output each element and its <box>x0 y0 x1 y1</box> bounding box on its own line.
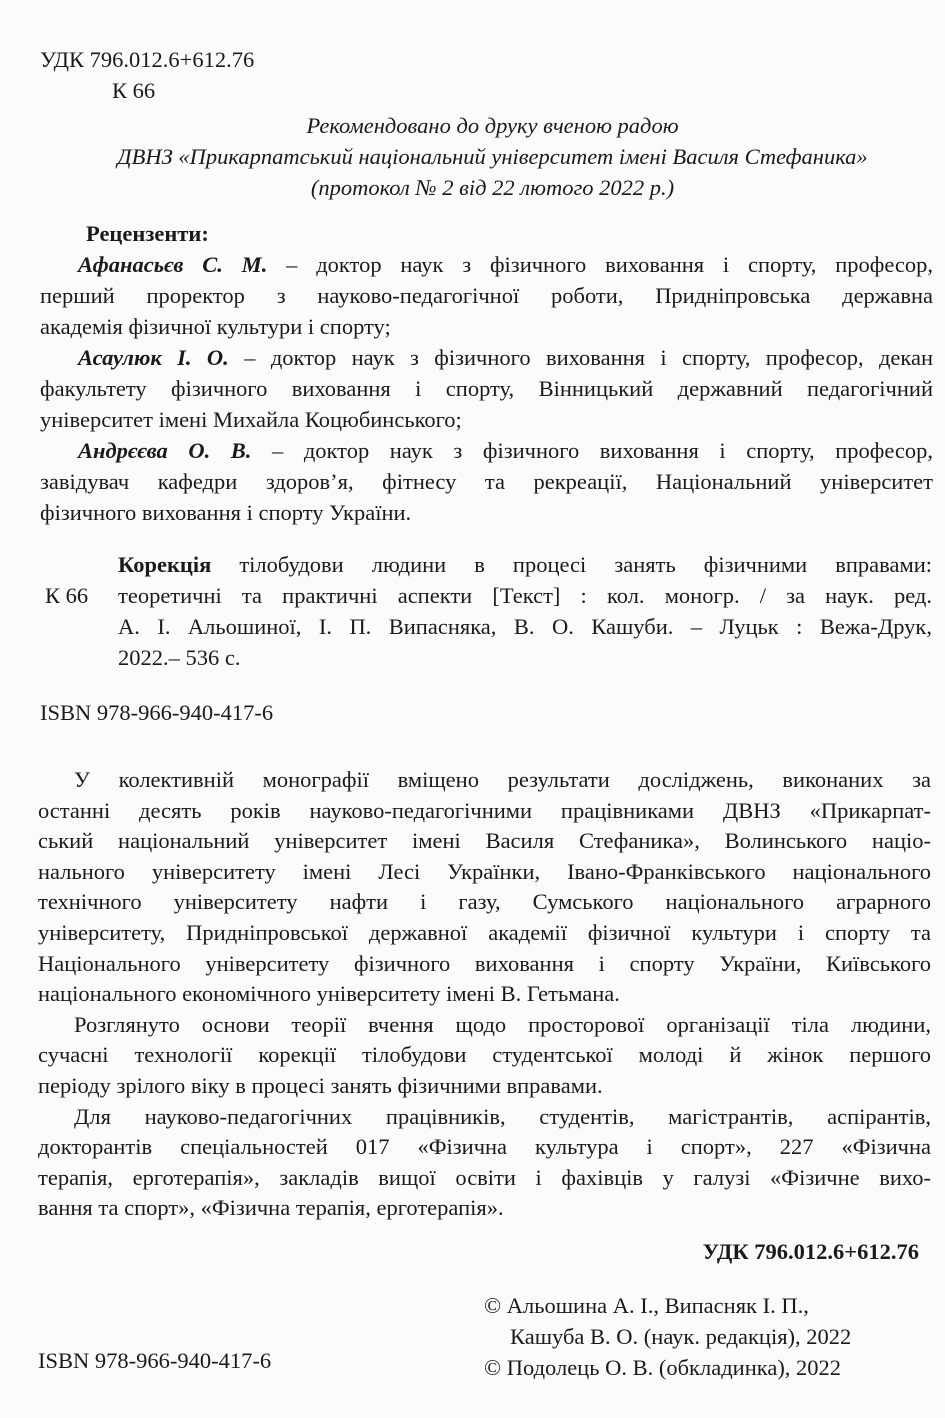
isbn-bottom: ISBN 978-966-940-417-6 <box>38 1348 272 1373</box>
reviewer-line: фізичного виховання і спорту України. <box>40 500 412 525</box>
abstract-paragraph-1 <box>38 765 931 1010</box>
isbn-top: ISBN 978-966-940-417-6 <box>40 700 274 725</box>
abstract-line: Для науково-педагогічних працівників, студентів, магістрантів, аспірантів, <box>74 1103 931 1129</box>
reviewers-heading: Рецензенти: <box>86 221 209 246</box>
abstract-line: сучасні технології корекції тілобудови студентської молоді й жінок першого <box>38 1042 931 1068</box>
reviewer-line: академія фізичної культури і спорту; <box>40 314 391 339</box>
reviewer-name: Андрєєва О. В. <box>78 438 252 463</box>
abstract-line: терапія, ерготерапія», закладів вищої освіти і фахівців у галузі «Фізичне вихо- <box>38 1164 931 1190</box>
reviewer-entry <box>40 342 933 435</box>
recommendation-line-1: Рекомендовано до друку вченою радою <box>306 113 679 138</box>
copyright-line: Кашуба В. О. (наук. редакція), 2022 <box>510 1324 852 1349</box>
bibliography-record <box>118 549 932 673</box>
bibliography-line: теоретичні та практичні аспекти [Текст] : кол. моногр. / за наук. ред. <box>118 583 932 608</box>
reviewer-line <box>40 342 933 373</box>
reviewer-text: – доктор наук з фізичного виховання і спорту, професор, <box>267 252 933 277</box>
abstract-line: Національного університету фізичного виховання і спорту України, Київського <box>38 950 931 976</box>
library-code-header: К 66 <box>112 78 156 103</box>
reviewer-text: – доктор наук з фізичного виховання і спорту, професор, <box>251 438 933 463</box>
abstract-paragraph-2 <box>38 1010 931 1102</box>
bibliography-text: тілобудови людини в процесі занять фізичними вправами: <box>211 552 932 577</box>
abstract-line: ський національний університет імені Василя Стефаника», Волинського націо- <box>38 828 931 854</box>
reviewer-line: факультету фізичного виховання і спорту, Вінницький державний педагогічний <box>40 376 933 401</box>
bibliography-code: К 66 <box>45 583 89 608</box>
reviewer-text: – доктор наук з фізичного виховання і спорту, професор, декан <box>228 345 933 370</box>
reviewers-block <box>40 218 933 528</box>
reviewer-line: університет імені Михайла Коцюбинського; <box>40 407 462 432</box>
reviewer-line <box>40 435 933 466</box>
reviewer-line: перший проректор з науково-педагогічної роботи, Придніпровська державна <box>40 283 933 308</box>
reviewer-entry <box>40 249 933 342</box>
abstract-line: нального університету імені Лесі Українки, Івано-Франківського національного <box>38 858 931 884</box>
recommendation-block <box>40 110 945 203</box>
abstract-line: періоду зрілого віку в процесі занять фізичними вправами. <box>38 1072 603 1098</box>
recommendation-line-2: ДВНЗ «Прикарпатський національний університет імені Василя Стефаника» <box>117 144 868 169</box>
reviewer-line <box>40 249 933 280</box>
reviewer-name: Афанасьєв С. М. <box>78 252 268 277</box>
bibliography-line: А. І. Альошиної, І. П. Випасняка, В. О. Кашуби. – Луцьк : Вежа-Друк, <box>118 614 932 639</box>
abstract-block <box>38 765 931 1224</box>
abstract-line: технічного університету нафти і газу, Сумського національного аграрного <box>38 889 931 915</box>
udk-header: УДК 796.012.6+612.76 <box>40 47 255 72</box>
reviewer-name: Асаулюк І. О. <box>78 345 229 370</box>
bibliography-line: 2022.– 536 с. <box>118 645 241 670</box>
recommendation-line-3: (протокол № 2 від 22 лютого 2022 р.) <box>310 175 675 200</box>
reviewer-line: завідувач кафедри здоров’я, фітнесу та рекреації, Національний університет <box>40 469 933 494</box>
bibliography-line <box>118 549 932 580</box>
abstract-line: Розглянуто основи теорії вчення щодо просторової організації тіла людини, <box>74 1011 931 1037</box>
bibliography-title: Корекція <box>118 552 212 577</box>
abstract-paragraph-3 <box>38 1102 931 1224</box>
abstract-line: докторантів спеціальностей 017 «Фізична культура і спорт», 227 «Фізична <box>38 1134 931 1160</box>
abstract-line: університету, Придніпровської державної академії фізичної культури і спорту та <box>38 919 931 945</box>
abstract-line: національного економічного університету імені В. Гетьмана. <box>38 981 620 1007</box>
udk-footer: УДК 796.012.6+612.76 <box>702 1239 919 1264</box>
copyright-line: © Подолець О. В. (обкладинка), 2022 <box>484 1355 842 1380</box>
copyright-block <box>484 1290 851 1383</box>
abstract-line: У колективній монографії вміщено результати досліджень, виконаних за <box>74 767 931 792</box>
abstract-line: вання та спорт», «Фізична терапія, ерготерапія». <box>38 1195 504 1221</box>
reviewer-entry <box>40 435 933 528</box>
abstract-line: останні десять років науково-педагогічними працівниками ДВНЗ «Прикарпат- <box>38 797 931 823</box>
copyright-line: © Альошина А. І., Випасняк І. П., <box>484 1293 809 1318</box>
